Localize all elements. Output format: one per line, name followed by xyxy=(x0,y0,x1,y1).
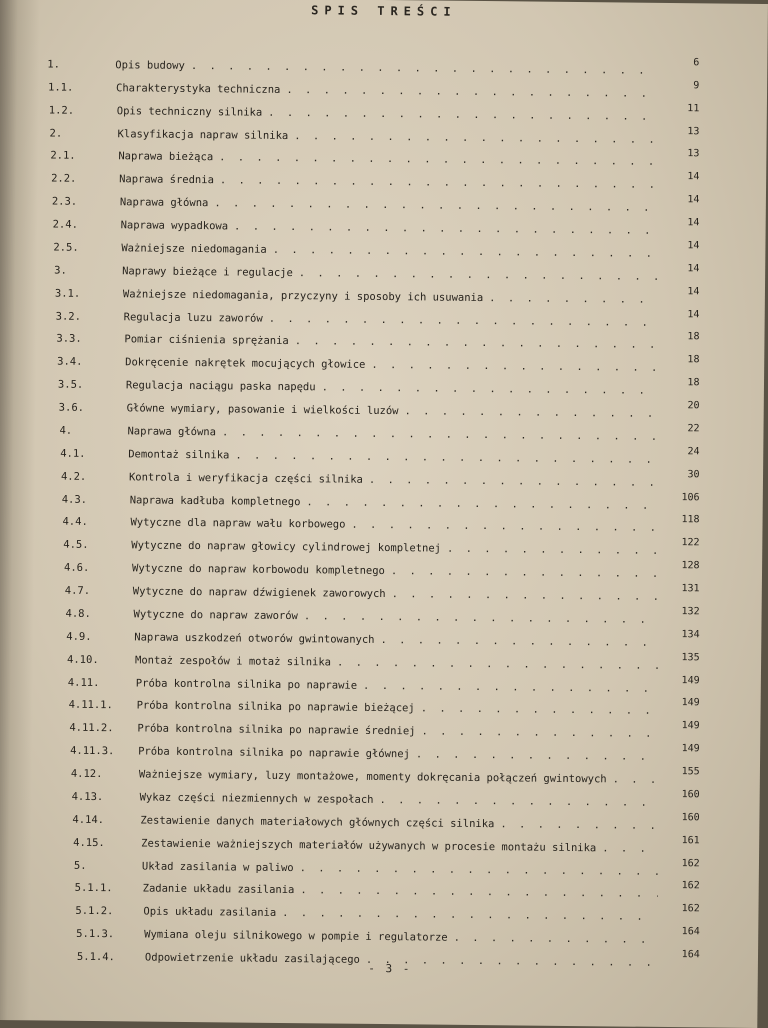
toc-entry xyxy=(59,400,658,422)
toc-entry-page: 135 xyxy=(681,651,700,663)
toc-entry-label: Regulacja luzu zaworów xyxy=(123,310,263,325)
toc-entry-number: 3.4. xyxy=(57,355,83,369)
toc-leader-dots xyxy=(613,773,658,785)
toc-leader-dots xyxy=(295,336,658,352)
toc-entry-number: 5.1.1. xyxy=(74,882,113,895)
toc-entry-number: 4.2. xyxy=(60,470,87,483)
toc-entry xyxy=(74,857,658,879)
toc-entry-label: Naprawa uszkodzeń otworów gwintowanych xyxy=(134,631,375,646)
toc-leader-dots xyxy=(269,312,658,328)
toc-entry-page: 18 xyxy=(687,354,700,366)
toc-entry-number: 3.3. xyxy=(56,333,82,346)
toc-leader-dots xyxy=(299,267,658,283)
toc-entry xyxy=(67,651,658,673)
toc-entry-page: 155 xyxy=(681,766,700,778)
toc-entry-number: 4.11.2. xyxy=(69,722,114,735)
toc-leader-dots xyxy=(489,292,657,306)
toc-leader-dots xyxy=(421,703,658,717)
toc-entry xyxy=(55,285,658,307)
toc-entry-number: 4.6. xyxy=(63,561,90,575)
toc-entry xyxy=(48,79,657,101)
toc-entry xyxy=(47,56,657,78)
toc-entry-number: 2.5. xyxy=(53,241,79,254)
toc-entry-label: Zadanie układu zasilania xyxy=(142,882,295,897)
toc-entry xyxy=(50,148,657,170)
page-number-footer: - 3 - xyxy=(368,961,412,976)
toc-leader-dots xyxy=(234,221,657,237)
toc-leader-dots xyxy=(286,84,657,100)
toc-entry-label: Montaż zespołów i motaż silnika xyxy=(135,654,332,669)
toc-entry-label: Klasyfikacja napraw silnika xyxy=(117,127,289,142)
toc-entry-label: Dokręcenie nakrętek mocujących głowice xyxy=(125,356,366,372)
toc-leader-dots xyxy=(306,496,657,512)
toc-entry-label: Ważniejsze wymiary, luzy montażowe, momenty dokręcania połączeń gwintowych xyxy=(138,768,607,786)
toc-entry-page: 20 xyxy=(687,400,700,412)
toc-entry xyxy=(72,812,657,834)
toc-entry xyxy=(60,445,657,467)
toc-entry-label: Naprawa średnia xyxy=(119,173,214,187)
toc-entry xyxy=(54,262,657,284)
toc-leader-dots xyxy=(421,726,657,740)
toc-entry-label: Ważniejsze niedomagania xyxy=(121,242,267,256)
toc-entry-label: Wytyczne do napraw głowicy cylindrowej kompletnej xyxy=(131,539,442,555)
page-title: SPIS TREŚCI xyxy=(311,3,457,19)
toc-leader-dots xyxy=(337,656,658,671)
toc-leader-dots xyxy=(369,474,658,489)
toc-entry-page: 14 xyxy=(687,217,700,229)
toc-entry-page: 11 xyxy=(687,102,700,115)
toc-entry-label: Naprawa kadłuba kompletnego xyxy=(129,493,301,508)
toc-entry-label: Odpowietrzenie układu zasilającego xyxy=(144,951,360,966)
toc-entry-page: 13 xyxy=(687,125,700,137)
toc-entry xyxy=(66,628,657,650)
toc-entry-label: Opis techniczny silnika xyxy=(116,104,263,119)
toc-entry-number: 5.1.3. xyxy=(76,927,115,941)
toc-entry-page: 106 xyxy=(681,491,700,503)
toc-entry-page: 149 xyxy=(681,743,700,755)
toc-entry-page: 18 xyxy=(687,377,700,389)
toc-leader-dots xyxy=(220,175,658,192)
toc-entry-label: Naprawa wypadkowa xyxy=(120,219,229,233)
toc-entry xyxy=(62,514,657,536)
toc-leader-dots xyxy=(454,932,658,946)
toc-entry xyxy=(62,491,658,513)
toc-entry xyxy=(71,766,658,788)
toc-entry-number: 4.11. xyxy=(67,676,100,689)
toc-entry-page: 134 xyxy=(681,628,700,641)
toc-entry-number: 4.10. xyxy=(67,653,99,666)
toc-entry xyxy=(72,789,658,811)
toc-entry-label: Charakterystyka techniczna xyxy=(116,82,281,96)
toc-leader-dots xyxy=(392,588,658,603)
toc-entry xyxy=(65,606,657,628)
toc-entry-number: 4.9. xyxy=(66,630,92,643)
toc-entry-label: Wytyczne do napraw korbowodu kompletnego xyxy=(131,562,385,578)
toc-entry xyxy=(69,697,658,719)
toc-entry-page: 162 xyxy=(681,903,700,915)
toc-entry-page: 14 xyxy=(687,285,700,298)
toc-leader-dots xyxy=(191,60,658,77)
toc-entry-number: 1.2. xyxy=(48,104,75,117)
toc-leader-dots xyxy=(391,565,658,580)
toc-entry-number: 3. xyxy=(54,264,67,277)
toc-entry-label: Regulacja naciągu paska napędu xyxy=(125,379,316,394)
toc-entry-page: 22 xyxy=(687,423,700,435)
toc-entry-number: 4.1. xyxy=(60,447,86,460)
toc-entry-number: 5.1.4. xyxy=(76,950,115,964)
toc-leader-dots xyxy=(273,244,658,260)
toc-entry xyxy=(51,171,657,193)
toc-entry-number: 4.12. xyxy=(70,767,103,781)
toc-entry-number: 3.6. xyxy=(58,401,85,414)
toc-entry-number: 5. xyxy=(73,859,87,872)
toc-entry-label: Wykaz części niezmiennych w zespołach xyxy=(139,791,374,806)
toc-leader-dots xyxy=(282,907,658,923)
toc-entry-label: Opis budowy xyxy=(115,59,185,72)
toc-entry xyxy=(68,674,658,696)
toc-entry-label: Pomiar ciśnienia sprężania xyxy=(124,333,289,348)
toc-entry-label: Próba kontrolna silnika po naprawie bieżącej xyxy=(136,699,415,715)
toc-entry-number: 4.15. xyxy=(73,836,105,849)
toc-entry-page: 149 xyxy=(681,720,700,732)
toc-entry xyxy=(49,102,658,124)
toc-entry-label: Zestawienie ważniejszych materiałów używanych w procesie montażu silnika xyxy=(141,837,597,854)
toc-entry xyxy=(53,240,657,262)
toc-entry xyxy=(56,331,657,353)
toc-entry-number: 4.13. xyxy=(71,790,104,803)
toc-entry-page: 6 xyxy=(693,57,700,69)
toc-leader-dots xyxy=(214,197,657,214)
toc-entry xyxy=(70,743,658,765)
toc-entry-label: Próba kontrolna silnika po naprawie głównej xyxy=(138,745,410,761)
toc-entry xyxy=(69,720,657,742)
toc-leader-dots xyxy=(404,405,657,420)
toc-entry-page: 149 xyxy=(681,674,700,686)
toc-entry-label: Wytyczne do napraw zaworów xyxy=(133,608,298,623)
toc-entry-label: Wymiana oleju silnikowego w pompie i regulatorze xyxy=(144,928,448,944)
toc-entry-label: Główne wymiary, pasowanie i wielkości luzów xyxy=(126,402,399,418)
toc-leader-dots xyxy=(304,610,658,626)
toc-entry-page: 14 xyxy=(687,240,700,252)
toc-entry-page: 162 xyxy=(681,857,700,869)
toc-leader-dots xyxy=(268,107,657,123)
toc-entry-page: 13 xyxy=(687,148,700,160)
toc-entry-page: 9 xyxy=(693,80,700,92)
toc-entry-number: 3.5. xyxy=(57,378,84,392)
toc-entry-number: 1. xyxy=(47,58,61,71)
toc-entry-number: 2.3. xyxy=(51,195,78,209)
toc-leader-dots xyxy=(379,794,657,809)
toc-entry xyxy=(75,880,658,902)
toc-entry-number: 4.5. xyxy=(63,538,89,552)
toc-entry xyxy=(50,125,658,147)
toc-entry-number: 4. xyxy=(59,424,73,437)
toc-entry-label: Wytyczne do napraw dźwigienek zaworowych xyxy=(132,585,386,601)
toc-entry-number: 3.2. xyxy=(55,310,82,323)
toc-entry-page: 24 xyxy=(687,446,700,458)
toc-entry-number: 2.4. xyxy=(52,218,78,231)
toc-entry-label: Demontaż silnika xyxy=(128,448,230,462)
toc-leader-dots xyxy=(602,842,657,855)
toc-leader-dots xyxy=(351,519,657,534)
toc-entry-number: 2.2. xyxy=(51,172,77,186)
toc-entry-label: Naprawa główna xyxy=(127,425,217,439)
toc-entry-number: 4.4. xyxy=(62,516,88,529)
toc-entry-number: 4.3. xyxy=(61,493,88,506)
toc-entry-number: 4.8. xyxy=(65,607,91,620)
toc-entry-label: Wytyczne dla napraw wału korbowego xyxy=(130,516,346,532)
toc-entry-page: 14 xyxy=(687,263,700,275)
toc-entry-page: 14 xyxy=(687,171,700,183)
toc-leader-dots xyxy=(222,426,658,443)
toc-entry-page: 162 xyxy=(681,880,700,892)
toc-leader-dots xyxy=(300,885,657,901)
toc-leader-dots xyxy=(300,862,658,878)
toc-entry-number: 4.11.1. xyxy=(68,699,113,712)
toc-entry xyxy=(58,377,658,399)
toc-entry-page: 164 xyxy=(681,949,700,961)
toc-entry-label: Układ zasilania w paliwo xyxy=(141,860,294,874)
toc-entry-label: Opis układu zasilania xyxy=(143,905,277,920)
toc-entry-label: Zestawienie danych materiałowych głównych części silnika xyxy=(140,814,495,830)
toc-leader-dots xyxy=(363,679,658,694)
toc-entry xyxy=(76,926,658,948)
toc-entry-page: 131 xyxy=(681,583,700,595)
toc-entry-page: 132 xyxy=(681,606,700,618)
toc-entry xyxy=(59,423,657,445)
toc-entry xyxy=(57,354,657,376)
toc-entry-page: 14 xyxy=(687,308,700,320)
toc-entry-page: 149 xyxy=(681,697,700,709)
toc-entry xyxy=(53,217,658,239)
toc-entry-page: 164 xyxy=(681,926,700,938)
toc-entry-page: 161 xyxy=(681,834,700,846)
toc-entry-label: Naprawa główna xyxy=(119,196,209,210)
toc-entry-label: Kontrola i weryfikacja części silnika xyxy=(128,471,363,486)
toc-entry xyxy=(61,468,658,490)
toc-entry-number: 4.14. xyxy=(72,813,105,826)
toc-entry xyxy=(56,308,658,330)
toc-leader-dots xyxy=(235,449,657,465)
toc-entry xyxy=(73,834,658,856)
toc-entry-number: 4.11.3. xyxy=(70,744,115,758)
toc-leader-dots xyxy=(416,749,658,764)
toc-entry-label: Naprawy bieżące i regulacje xyxy=(122,265,293,279)
toc-entry-page: 30 xyxy=(687,468,700,481)
toc-leader-dots xyxy=(371,359,657,374)
toc-entry-page: 160 xyxy=(681,789,700,801)
toc-leader-dots xyxy=(447,543,658,557)
toc-entry-number: 2. xyxy=(49,127,63,140)
toc-entry-number: 2.1. xyxy=(50,149,76,163)
toc-entry-number: 1.1. xyxy=(48,81,74,94)
toc-entry xyxy=(64,560,658,582)
toc-entry xyxy=(63,537,657,559)
toc-entry-page: 128 xyxy=(681,560,700,572)
toc-leader-dots xyxy=(380,634,657,649)
toc-entry-number: 3.1. xyxy=(54,287,81,300)
toc-entry-label: Próba kontrolna silnika po naprawie średniej xyxy=(137,722,416,738)
toc-entry-number: 4.7. xyxy=(64,584,91,598)
toc-entry-page: 160 xyxy=(681,811,700,824)
toc-entry-page: 14 xyxy=(687,194,700,206)
toc-entry-page: 118 xyxy=(681,514,700,526)
toc-entry-page: 18 xyxy=(687,331,700,343)
toc-leader-dots xyxy=(500,818,657,832)
toc-entry-label: Ważniejsze niedomagania, przyczyny i sposoby ich usuwania xyxy=(122,287,484,304)
toc-entry xyxy=(65,583,658,605)
toc-leader-dots xyxy=(322,382,658,398)
toc-entry-page: 122 xyxy=(681,537,700,549)
toc-entry-number: 5.1.2. xyxy=(75,905,114,918)
toc-leader-dots xyxy=(219,152,657,169)
toc-entry xyxy=(52,194,658,216)
toc-entry xyxy=(75,903,657,925)
toc-entry-label: Próba kontrolna silnika po naprawie xyxy=(135,676,358,692)
toc-leader-dots xyxy=(294,130,657,146)
toc-entry-label: Naprawa bieżąca xyxy=(118,150,214,164)
